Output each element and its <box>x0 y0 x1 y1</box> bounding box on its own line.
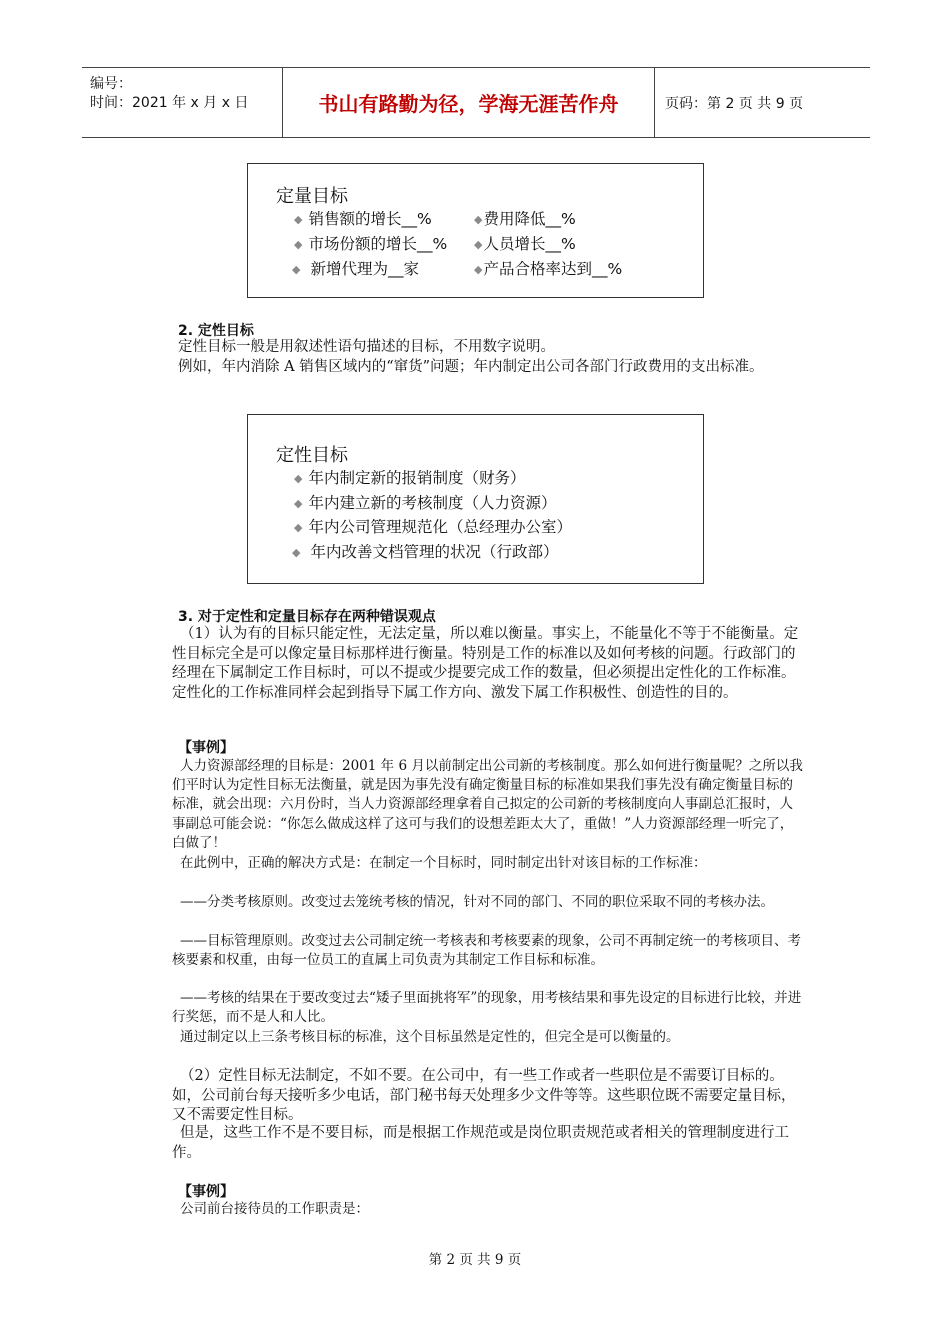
section-3-point-2: （2）定性目标无法制定，不如不要。在公司中，有一些工作或者一些职位是不需要订目标的。如，公司前台每天接听多少电话，部门秘书每天处理多少文件等等。这些职位既不需要定量目标，又不需要定性目标。 <box>172 1068 796 1123</box>
page-header <box>82 67 870 138</box>
case-2-label: 【事例】 <box>178 1184 234 1200</box>
list-item: ◆ 销售额的增长__% <box>294 210 432 228</box>
case-1-solution: 在此例中，正确的解决方式是：在制定一个目标时，同时制定出针对该目标的工作标准： <box>180 855 707 871</box>
header-meta-cell <box>82 68 283 137</box>
diamond-bullet-icon: ◆ <box>294 238 303 251</box>
case-1-standard-3: ——考核的结果在于要改变过去“矮子里面挑将军”的现象，用考核结果和事先设定的目标进行比较，并进行奖惩，而不是人和人比。 <box>172 990 802 1026</box>
box-title: 定量目标 <box>276 186 348 207</box>
list-item: ◆费用降低__% <box>474 210 576 228</box>
header-motto: 书山有路勤为径，学海无涯苦作舟 <box>283 68 655 137</box>
diamond-bullet-icon: ◆ <box>294 213 303 226</box>
header-page-info: 页码：第 2 页 共 9 页 <box>665 95 804 112</box>
diamond-bullet-icon: ◆ <box>474 213 483 226</box>
section-3-title: 3. 对于定性和定量目标存在两种错误观点 <box>178 609 436 625</box>
diamond-bullet-icon: ◆ <box>294 472 303 485</box>
case-1-label: 【事例】 <box>178 740 234 756</box>
case-1-standard-1: ——分类考核原则。改变过去笼统考核的情况，针对不同的部门、不同的职位采取不同的考核办法。 <box>180 894 774 910</box>
list-item: ◆人员增长__% <box>474 235 576 253</box>
doc-number-label: 编号： <box>90 76 132 92</box>
diamond-bullet-icon: ◆ <box>474 263 483 276</box>
diamond-bullet-icon: ◆ <box>294 497 303 510</box>
list-item: ◆ 年内建立新的考核制度（人力资源） <box>294 494 557 512</box>
section-2-paragraph: 定性目标一般是用叙述性语句描述的目标，不用数字说明。 <box>178 339 555 355</box>
diamond-bullet-icon: ◆ <box>292 263 301 276</box>
box-title: 定性目标 <box>276 445 348 466</box>
diamond-bullet-icon: ◆ <box>292 546 301 559</box>
case-2-paragraph: 公司前台接待员的工作职责是： <box>180 1201 369 1217</box>
list-item: ◆ 年内制定新的报销制度（财务） <box>294 469 526 487</box>
page-footer: 第 2 页 共 9 页 <box>428 1252 522 1268</box>
quantitative-goals-box <box>247 163 704 298</box>
case-1-standard-2: ——目标管理原则。改变过去公司制定统一考核表和考核要素的现象，公司不再制定统一的考核项目、考核要素和权重，由每一位员工的直属上司负责为其制定工作目标和标准。 <box>172 933 801 969</box>
diamond-bullet-icon: ◆ <box>474 238 483 251</box>
list-item: ◆ 新增代理为__家 <box>292 260 419 278</box>
list-item: ◆产品合格率达到__% <box>474 260 623 278</box>
section-3-point-1: （1）认为有的目标只能定性，无法定量，所以难以衡量。事实上，不能量化不等于不能衡量。定性目标完全是可以像定量目标那样进行衡量。特别是工作的标准以及如何考核的问题。行政部门的经理在下属制定工作目标时，可以不提或少提要完成工作的数量，但必须提出定性化的工作标准。定性化的工作标准同样会起到指导下属工作方向、激发下属工作积极性、创造性的目的。 <box>172 626 799 701</box>
list-item: ◆ 年内公司管理规范化（总经理办公室） <box>294 518 572 536</box>
list-item: ◆ 年内改善文档管理的状况（行政部） <box>292 543 559 561</box>
qualitative-goals-box <box>247 414 704 584</box>
section-3-point-2-note: 但是，这些工作不是不要目标，而是根据工作规范或是岗位职责规范或者相关的管理制度进行工作。 <box>172 1125 789 1161</box>
list-item: ◆ 市场份额的增长__% <box>294 235 448 253</box>
section-2-example: 例如，年内消除 A 销售区域内的“窜货”问题；年内制定出公司各部门行政费用的支出标准。 <box>178 359 764 375</box>
section-2-title: 2. 定性目标 <box>178 323 254 339</box>
case-1-conclusion: 通过制定以上三条考核目标的标准，这个目标虽然是定性的，但完全是可以衡量的。 <box>180 1029 680 1045</box>
diamond-bullet-icon: ◆ <box>294 521 303 534</box>
doc-time-label: 时间：2021 年 x 月 x 日 <box>90 95 249 111</box>
case-1-paragraph: 人力资源部经理的目标是：2001 年 6 月以前制定出公司新的考核制度。那么如何进行衡量呢？之所以我们平时认为定性目标无法衡量，就是因为事先没有确定衡量目标的标准如果我们事先没有确定衡量目标的标准，就会出现：六月份时，当人力资源部经理拿着自己拟定的公司新的考核制度向人事副总汇报时，人事副总可能会说：“你怎么做成这样了这可与我们的设想差距太大了，重做！”人力资源部经理一听完了，白做了！ <box>172 758 803 851</box>
